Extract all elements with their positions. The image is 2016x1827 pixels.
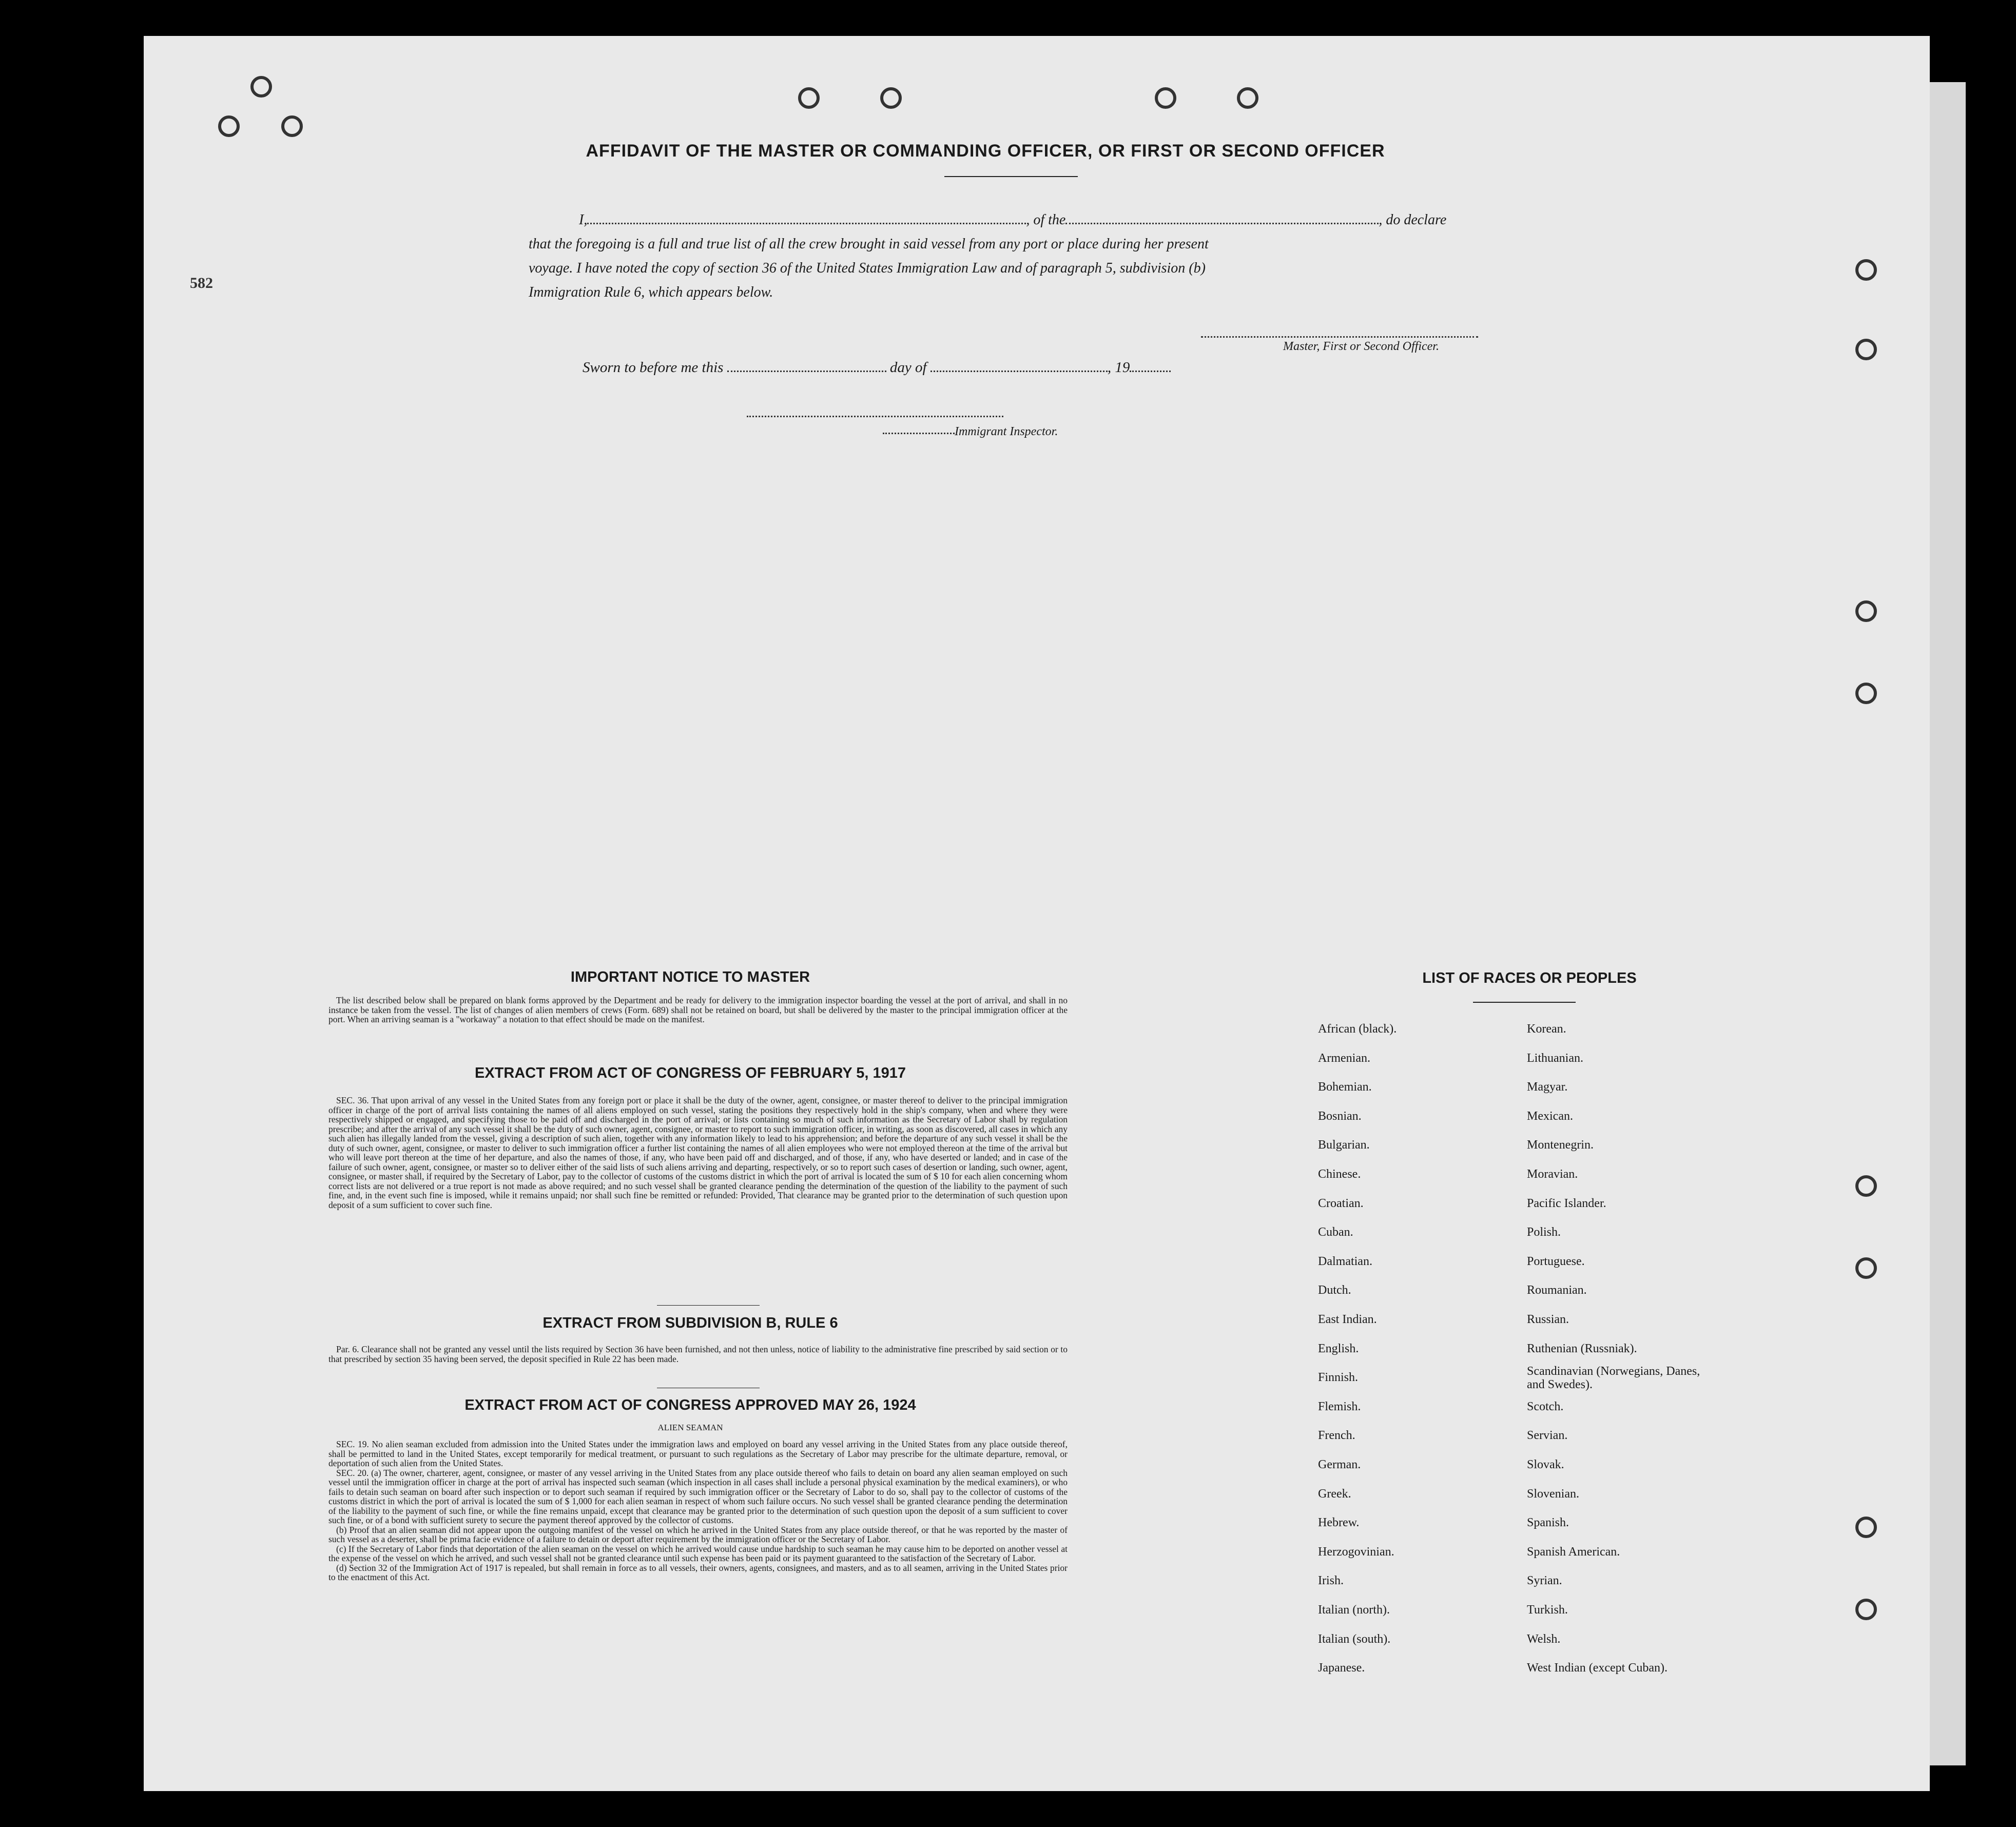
race-item: Croatian. [1318,1196,1364,1210]
sworn-day-blank[interactable] [727,359,886,372]
race-item: Hebrew. [1318,1516,1360,1530]
race-item: Roumanian. [1527,1284,1587,1297]
race-item: Bohemian. [1318,1080,1372,1094]
race-item: Japanese. [1318,1661,1365,1675]
race-item: Cuban. [1318,1226,1353,1239]
punch-hole [1237,87,1258,109]
inspector-signature-line [747,416,1003,417]
race-item: Italian (south). [1318,1632,1391,1646]
race-item: Finnish. [1318,1371,1359,1385]
race-item: Dutch. [1318,1284,1351,1297]
race-item: Russian. [1527,1313,1569,1326]
race-item: Scotch. [1527,1400,1564,1413]
race-item: English. [1318,1342,1359,1355]
race-item: West Indian (except Cuban). [1527,1661,1668,1675]
extract-1917-title: EXTRACT FROM ACT OF CONGRESS OF FEBRUARY 5, 1917 [474,1065,906,1081]
sec-20a-text: SEC. 20. (a) The owner, charterer, agent, consignee, or master of any vessel arriving in the United States from any place outside thereof who fails to detain on board any alien seaman employed on such vessel until the immigration officer in charge at the port of arrival has inspected such seaman (which inspection in all cases shall include a personal physical examination by the medical examiners), or who fails to detain such seaman on board after such inspection or to deport such seaman if required by such immigration officer or the Secretary of Labor to do so, shall pay to the collector of customs of the customs district in which the port of arrival is located the sum of $ 1,000 for each alien seaman in respect of whom such failure occurs. No such vessel shall be granted clearance pending the determination of the liability to the payment of such fine, or while the fine remains unpaid, except that clearance may be granted prior to the determination of such question upon the deposit of a sum sufficient to cover such fine, or of a bond with sufficient surety to secure the payment thereof approved by the collector of customs. [328,1467,1068,1525]
race-item: Flemish. [1318,1400,1361,1413]
race-item: French. [1318,1429,1355,1443]
races-title-rule [1473,1002,1576,1003]
race-item: Italian (north). [1318,1603,1390,1617]
sworn-month-blank[interactable] [931,359,1108,372]
master-signature-line [1201,336,1478,338]
affidavit-line-4: Immigration Rule 6, which appears below. [529,284,773,300]
punch-hole [880,87,902,109]
punch-hole [1855,600,1877,622]
race-item: Spanish American. [1527,1545,1620,1559]
race-item: Korean. [1527,1022,1566,1036]
name-blank[interactable] [587,211,1026,224]
sec-19-text: SEC. 19. No alien seaman excluded from admission into the United States under the immigration laws and employed on board any vessel arriving in the United States from any place outside thereof, shall be permitted to land in the United States, except temporarily for medical treatment, or pursuant to such regulations as the Secretary of Labor may prescribe for the ultimate departure, removal, or deportation of such alien from the United States. [328,1439,1068,1468]
affidavit-line-3: voyage. I have noted the copy of section 36 of the United States Immigration Law and of paragraph 5, subdivision (b) [529,260,1206,276]
race-item: Portuguese. [1527,1254,1585,1268]
punch-hole [1155,87,1176,109]
section-divider [657,1305,760,1306]
extract-rule6-title: EXTRACT FROM SUBDIVISION B, RULE 6 [542,1315,838,1331]
punch-hole [1855,339,1877,360]
extract-1924-title: EXTRACT FROM ACT OF CONGRESS APPROVED MAY 26, 1924 [464,1397,916,1413]
binder-hole [40,1286,64,1309]
race-item: Dalmatian. [1318,1254,1372,1268]
race-item: Montenegrin. [1527,1138,1594,1152]
race-item: Syrian. [1527,1574,1562,1588]
race-item: Spanish. [1527,1516,1569,1530]
punch-hole [218,115,240,137]
affidavit-statement [529,208,1519,304]
race-item: Polish. [1527,1226,1561,1239]
punch-hole [1855,683,1877,704]
binder-hole [40,222,64,245]
race-item: Scandinavian (Norwegians, Danes, and Swedes). [1527,1365,1700,1392]
race-item: German. [1318,1458,1361,1471]
race-item: Herzogovinian. [1318,1545,1394,1559]
binder-hole [40,303,64,326]
race-item: Ruthenian (Russniak). [1527,1342,1637,1355]
handwritten-sheet-number: 582 [190,275,213,291]
vessel-blank[interactable] [1065,211,1379,224]
inspector-label: Immigrant Inspector. [955,425,1058,438]
sworn-line: Sworn to before me this day of , 19 [583,359,1171,376]
binder-hole [40,644,64,668]
punch-hole [1855,1599,1877,1620]
punch-hole [1855,1175,1877,1197]
punch-hole [281,115,303,137]
sec-20d-text: (d) Section 32 of the Immigration Act of 1917 is repealed, but shall remain in force as to all vessels, their owners, agents, consignees, and masters, and as to all seamen, arriving in the United States prior to the enactment of this Act. [328,1562,1068,1582]
race-item: Slovenian. [1527,1487,1579,1501]
race-item: Moravian. [1527,1168,1578,1181]
punch-hole [798,87,820,109]
race-item: Magyar. [1527,1080,1568,1094]
extract-1917-text: SEC. 36. That upon arrival of any vessel in the United States from any foreign port or place it shall be the duty of the owner, agent, consignee, or master thereof to deliver to the principal immigration officer in charge of the port of arrival lists containing the names of all aliens employed on such vessel, stating the positions they respectively hold in the ship's company, when and where they were respectively shipped or engaged, and specifying those to be paid off and discharged in the port of arrival; or lists containing so much of such information as the Secretary of Labor shall by regulation prescribe; and after the arrival of any such vessel it shall be the duty of such owner, agent, consignee, or master to report to such immigration officer, in writing, as soon as discovered, all cases in which any such alien has illegally landed from the vessel, giving a description of such alien, together with any information likely to lead to his apprehension; and before the departure of any such vessel it shall be the duty of such owner, agent, consignee, or master to deliver to such immigration officer a further list containing the names of all alien employees who were not employed thereon at the time of the arrival but who will leave port thereon at the time of her departure, and also the names of those, if any, who have been paid off and discharged, and of those, if any, who have deserted or landed; and in case of the failure of such owner, agent, consignee, or master so to deliver either of the said lists of such aliens arriving and departing, respectively, or so to report such cases of desertion or landing, such owner, agent, consignee, or master shall, if required by the Secretary of Labor, pay to the collector of customs of the customs district in which the port of arrival is located the sum of $ 10 for each alien concerning whom correct lists are not delivered or a true report is not made as above required; and no such vessel shall be granted clearance pending the determination of the question of the liability to the payment of such fine, and, in the event such fine is imposed, while it remains unpaid; nor shall such fine be remitted or refunded: Provided, That clearance may be granted prior to the determination of such question upon deposit of a sum sufficient to cover such fine. [328,1095,1068,1210]
race-item: Greek. [1318,1487,1351,1501]
race-item: Bosnian. [1318,1109,1362,1123]
punch-hole [1855,1517,1877,1538]
race-item: East Indian. [1318,1313,1377,1326]
notice-text: The list described below shall be prepared on blank forms approved by the Department and be ready for delivery to the immigration inspector boarding the vessel at the port of arrival, and shall in no instance be taken from the vessel. The list of changes of alien members of crews (Form. 689) shall not be retained on board, but shall be delivered by the master to the principal immigration officer at the port. When an arriving seaman is a "workaway" a notation to that effect should be made on the manifest. [328,995,1068,1024]
sec-20c-text: (c) If the Secretary of Labor finds that deportation of the alien seaman on the vessel on which he arrived would cause undue hardship to such seaman he may cause him to be deported on another vessel at the expense of the vessel on which he arrived, and such vessel shall not be granted clearance until such expense has been paid or its payment guaranteed to the satisfaction of the Secretary of Labor. [328,1543,1068,1563]
title-rule [944,176,1078,177]
race-item: Irish. [1318,1574,1344,1588]
alien-seaman-subtitle: ALIEN SEAMAN [657,1423,723,1432]
master-signature-label: Master, First or Second Officer. [1283,340,1439,353]
binder-hole [40,1545,64,1568]
race-item: Servian. [1527,1429,1568,1443]
race-item: Chinese. [1318,1168,1361,1181]
binder-hole [40,1203,64,1227]
inspector-label-line [883,433,955,434]
race-item: Slovak. [1527,1458,1564,1471]
binder-hole [40,562,64,586]
punch-hole [250,76,272,98]
affidavit-title: AFFIDAVIT OF THE MASTER OR COMMANDING OFFICER, OR FIRST OR SECOND OFFICER [586,141,1385,161]
punch-hole [1855,259,1877,281]
race-item: Mexican. [1527,1109,1573,1123]
race-item: Armenian. [1318,1051,1370,1065]
sec-20b-text: (b) Proof that an alien seaman did not appear upon the outgoing manifest of the vessel on which he arrived in the United States from any place outside thereof, or that he was reported by the master of such vessel as a deserter, shall be prima facie evidence of a failure to detain or deport after requirement by the immigration officer or the Secretary of Labor. [328,1524,1068,1544]
race-item: Bulgarian. [1318,1138,1370,1152]
notice-title: IMPORTANT NOTICE TO MASTER [570,969,810,985]
race-item: Pacific Islander. [1527,1196,1606,1210]
affidavit-line-2: that the foregoing is a full and true list of all the crew brought in said vessel from any port or place during her present [529,236,1209,252]
punch-hole [1855,1257,1877,1279]
affidavit-line-1: I, , of the , do declare [579,212,1447,228]
sworn-year-blank[interactable] [1130,359,1171,372]
race-item: Lithuanian. [1527,1051,1583,1065]
extract-rule6-text: Par. 6. Clearance shall not be granted any vessel until the lists required by Section 36 have been furnished, and not then unless, notice of liability to the administrative fine prescribed by said section or to that prescribed by section 35 having been served, the deposit specified in Rule 22 has been made. [328,1344,1068,1364]
race-item: Turkish. [1527,1603,1568,1617]
race-item: Welsh. [1527,1632,1561,1646]
races-title: LIST OF RACES OR PEOPLES [1422,970,1637,986]
race-item: African (black). [1318,1022,1397,1036]
extract-1924-text [328,1440,1068,1582]
